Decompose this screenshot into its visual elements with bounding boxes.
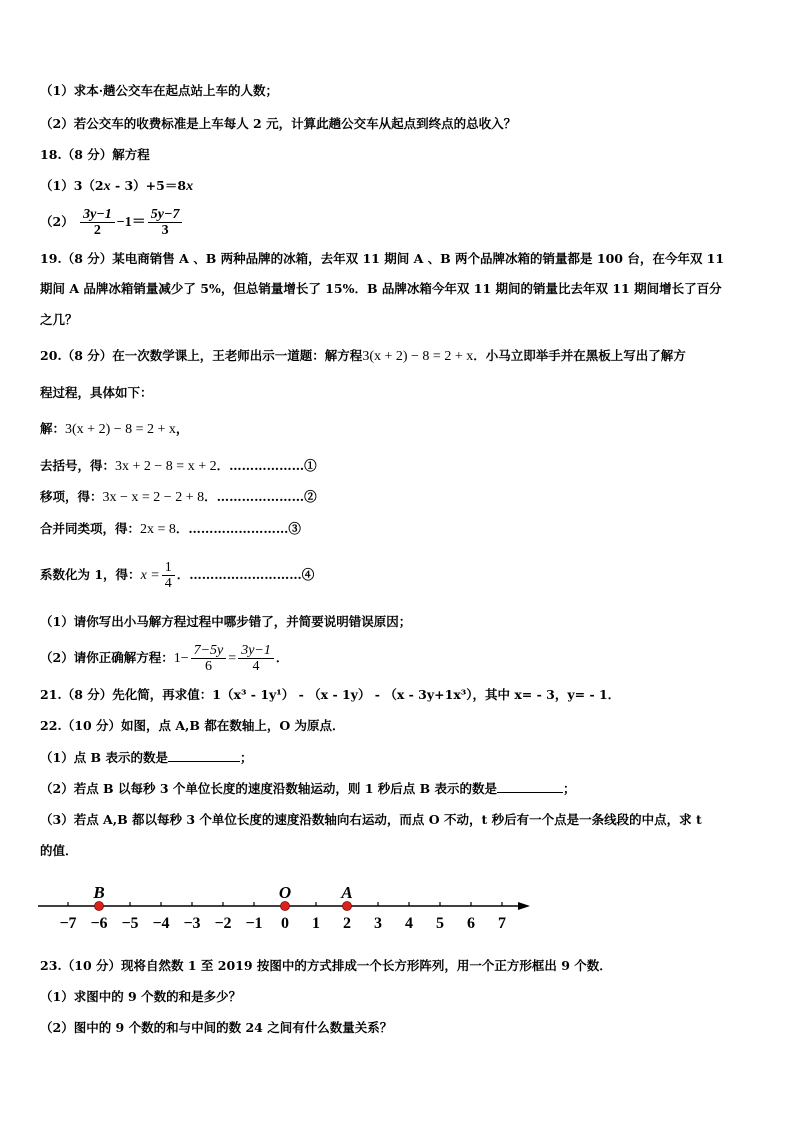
q20-p2-equals: = (228, 651, 237, 666)
q18-part1 (40, 178, 193, 195)
q17-part2: （2）若公交车的收费标准是上车每人 2 元，计算此趟公交车从起点到终点的总收入？ (40, 116, 517, 131)
q23-title: 23.（10 分）现将自然数 1 至 2019 按图中的方式排成一个长方形阵列，用一个正方形框出 9 个数． (40, 958, 612, 973)
q20-step-2 (40, 489, 317, 506)
q20-s4-num: 1 (162, 560, 175, 576)
q22-part2 (40, 780, 576, 797)
number-line-tick-label: −3 (183, 915, 201, 932)
q20-p2-tail: ． (275, 650, 289, 665)
number-line-tick-label: 5 (436, 915, 444, 932)
q20-p2-f1-den: 6 (204, 659, 212, 674)
q23-part2: （2）图中的 9 个数的和与中间的数 24 之间有什么数量关系？ (40, 1020, 393, 1035)
q22-p2-text: （2）若点 B 以每秒 3 个单位长度的速度沿数轴运动，则 1 秒后点 B 表示的数是 (40, 781, 498, 796)
q18-p1-label: （1）3（2 (40, 178, 104, 193)
q20-step-0 (40, 421, 188, 438)
q20-s4-tail: ．………………………④ (176, 567, 315, 582)
q18-f1-num: 3y−1 (80, 207, 115, 223)
q22-p2-tail: ； (563, 781, 576, 796)
q18-p2-mid: −1＝ (116, 215, 146, 230)
q17-part1: （1）求本·趟公交车在起点站上车的人数； (40, 83, 279, 98)
number-line-tick-label: 0 (281, 915, 289, 932)
q20-s3-equation: 2x = 8 (140, 522, 176, 537)
q20-line-1 (40, 348, 686, 365)
q20-s2-tail: ．…………………② (204, 489, 317, 504)
number-line-tick-label: 3 (374, 915, 382, 932)
number-line-tick-label: −6 (90, 915, 108, 932)
q22-p2-answer-blank[interactable] (497, 780, 563, 793)
number-line-tick-label: −7 (59, 915, 77, 932)
q23-part1: （1）求图中的 9 个数的和是多少？ (40, 989, 242, 1004)
q20-l1-text: 20.（8 分）在一次数学课上，王老师出示一道题：解方程 (40, 348, 363, 363)
q20-s2-equation: 3x − x = 2 − 2 + 8 (102, 490, 205, 505)
q20-p2-f2-num: 3y−1 (238, 643, 274, 659)
number-line-tick-label: 1 (312, 915, 320, 932)
q22-p1-answer-blank[interactable] (168, 749, 240, 762)
q20-part1: （1）请你写出小马解方程过程中哪步错了，并简要说明错误原因； (40, 614, 412, 629)
q20-step-3 (40, 521, 301, 538)
q18-fraction-1 (80, 207, 115, 238)
number-line-tick-label: −4 (152, 915, 170, 932)
q20-p2-label: （2）请你正确解方程： (40, 650, 174, 665)
q20-p2-lead: 1− (173, 651, 189, 666)
q22-title: 22.（10 分）如图，点 A,B 都在数轴上，O 为原点． (40, 718, 345, 733)
q20-l1-equation: 3(x + 2) − 8 = 2 + x (362, 349, 474, 364)
q20-step-4 (40, 555, 314, 596)
q20-p2-f1-num: 7−5y (191, 643, 227, 659)
q20-s1-equation: 3x + 2 − 8 = x + 2 (115, 459, 217, 474)
q20-step-1 (40, 458, 317, 475)
q18-title: 18.（8 分）解方程 (40, 147, 150, 162)
q18-p1-rest: - 3）+5＝8 (110, 178, 187, 193)
q18-fraction-2 (148, 207, 183, 238)
number-line-tick-label: −5 (121, 915, 139, 932)
q20-s4-label: 系数化为 1，得： (40, 567, 141, 582)
q22-part3-cont: 的值． (40, 843, 78, 858)
q20-s3-tail: ．……………………③ (175, 521, 301, 536)
q22-part3: （3）若点 A,B 都以每秒 3 个单位长度的速度沿数轴向右运动，而点 O 不动，t 秒后有一个点是一条线段的中点，求 t (40, 812, 702, 827)
point-b-label: B (93, 883, 105, 902)
q20-s0-equation: 3(x + 2) − 8 = 2 + x (65, 422, 176, 437)
number-line-tick-label: 4 (405, 915, 413, 932)
q22-part1 (40, 749, 252, 766)
q19-line-1: 19.（8 分）某电商销售 A 、B 两种品牌的冰箱，去年双 11 期间 A 、B 两个品牌冰箱的销量都是 100 台，在今年双 11 (40, 251, 725, 266)
q20-part2 (40, 638, 288, 679)
number-line-tick-label: 2 (343, 915, 351, 932)
q18-p1-x: x (103, 179, 111, 194)
point-b-marker (95, 902, 104, 911)
number-line-figure (32, 876, 552, 936)
q18-f1-den: 2 (93, 223, 101, 238)
q20-s4-fraction (162, 560, 175, 591)
q22-p1-tail: ； (239, 750, 253, 765)
q20-s2-label: 移项，得： (40, 489, 103, 504)
point-o-marker (281, 902, 290, 911)
number-line-tick-label: 7 (498, 915, 506, 932)
number-line-tick-label: −2 (214, 915, 232, 932)
point-a-marker (343, 902, 352, 911)
q20-s3-label: 合并同类项，得： (40, 521, 141, 536)
q20-p2-f2-den: 4 (252, 659, 260, 674)
q20-s1-label: 去括号，得： (40, 458, 116, 473)
q20-l1-tail: ．小马立即举手并在黑板上写出了解方 (473, 348, 686, 363)
number-line-tick-label: 6 (467, 915, 475, 932)
q18-f2-num: 5y−7 (148, 207, 183, 223)
q20-line-2: 程过程，具体如下： (40, 385, 153, 400)
q20-p2-fraction-2 (238, 643, 274, 674)
q22-p1-text: （1）点 B 表示的数是 (40, 750, 168, 765)
q19-line-3: 之几？ (40, 312, 78, 327)
q18-f2-den: 3 (161, 223, 169, 238)
number-line-arrow (518, 902, 530, 910)
point-o-label: O (278, 883, 292, 902)
q20-s0-label: 解： (40, 421, 66, 436)
q20-p2-fraction-1 (191, 643, 227, 674)
number-line-tick-label: −1 (245, 915, 263, 932)
q20-s4-den: 4 (164, 576, 172, 591)
q20-s1-tail: ．………………① (216, 458, 317, 473)
q19-line-2: 期间 A 品牌冰箱销量减少了 5%，但总销量增长了 15%．B 品牌冰箱今年双 11 期间的销量比去年双 11 期间增长了百分 (40, 281, 722, 296)
q18-part2 (40, 202, 184, 243)
q20-s0-tail: ， (175, 421, 189, 436)
point-a-label: A (341, 883, 353, 902)
q18-p1-x2: x (186, 179, 194, 194)
q21-text: 21.（8 分）先化简，再求值：1（x³ - 1y¹） - （x - 1y） - （x - 3y+1x³），其中 x= - 3，y= - 1． (40, 687, 621, 702)
q18-p2-label: （2） (40, 214, 74, 229)
q20-s4-lhs: x = (140, 568, 160, 583)
